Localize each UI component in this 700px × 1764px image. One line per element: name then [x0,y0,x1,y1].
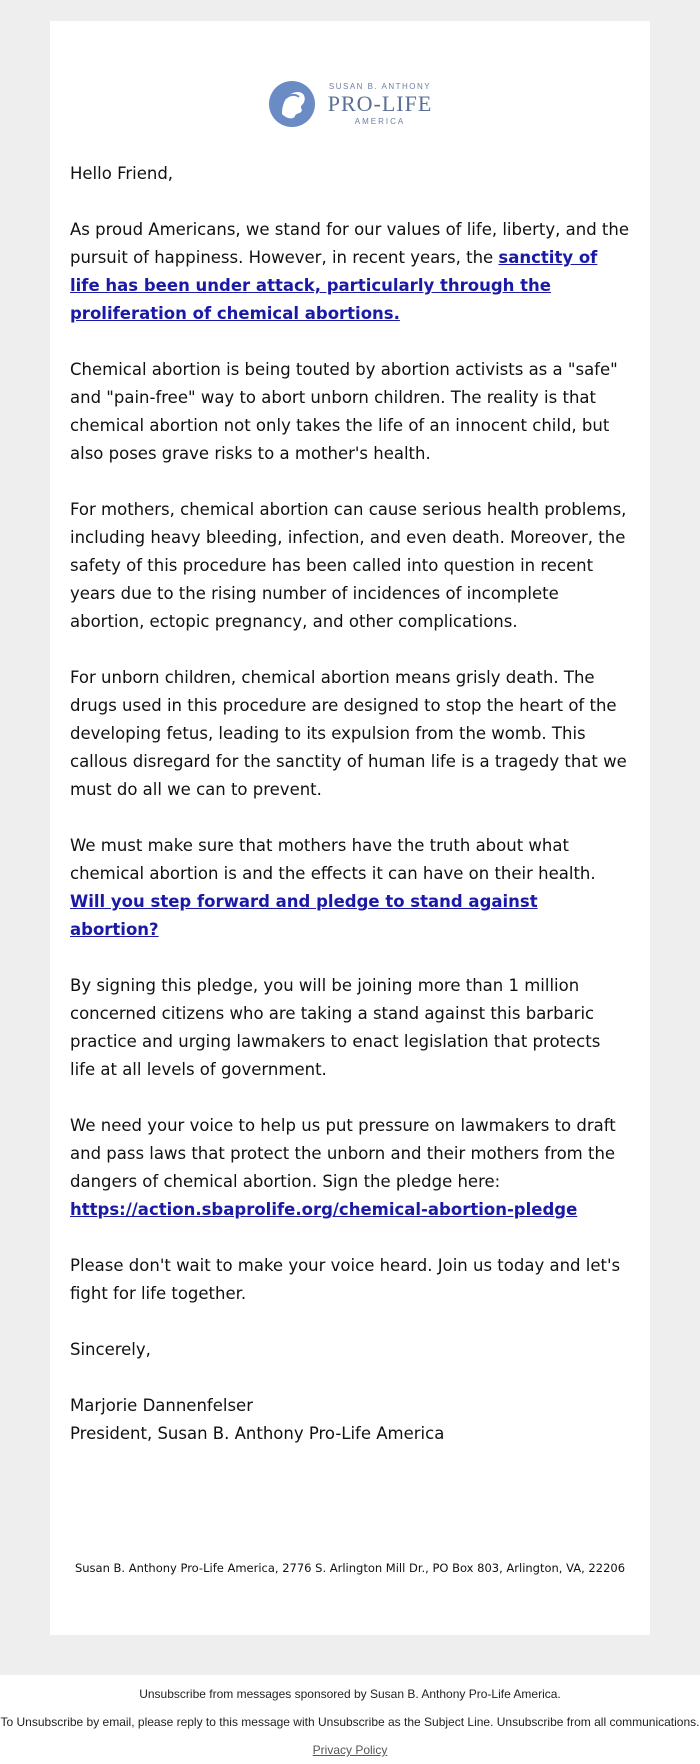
unsubscribe-sponsor-line: Unsubscribe from messages sponsored by Susan B. Anthony Pro-Life America. [139,1687,561,1701]
logo[interactable] [50,69,650,139]
paragraph-7 [70,1112,630,1224]
logo-big-text: PRO-LIFE [327,91,433,116]
paragraph-4: For unborn children, chemical abortion means grisly death. The drugs used in this procedure are designed to stop the heart of the developing fetus, leading to its expulsion from the womb. This callous disregard for the sanctity of human life is a tragedy that we must do all we can to prevent. [70,668,627,799]
paragraph-3: For mothers, chemical abortion can cause serious health problems, including heavy bleeding, infection, and even death. Moreover, the safety of this procedure has been called into question in recent years due to the rising number of incidences of incomplete abortion, ectopic pregnancy, and other complications. [70,500,627,631]
paragraph-8: Please don't wait to make your voice heard. Join us today and let's fight for life together. [70,1256,621,1303]
sanctity-of-life-link[interactable]: sanctity of life has been under attack, particularly through the proliferation of chemical abortions. [70,248,598,323]
paragraph-5-text: We must make sure that mothers have the truth about what chemical abortion is and the effects it can have on their health. [70,836,596,883]
signer-title: President, Susan B. Anthony Pro-Life America [70,1424,445,1443]
paragraph-1 [70,216,630,328]
woman-profile-icon [268,80,316,128]
paragraph-1-text: As proud Americans, we stand for our values of life, liberty, and the pursuit of happiness. However, in recent years, the [70,220,630,267]
email-card [50,21,650,1635]
mailing-address: Susan B. Anthony Pro-Life America, 2776 S. Arlington Mill Dr., PO Box 803, Arlington, VA, 22206 [74,1561,626,1575]
paragraph-5 [70,832,630,944]
unsubscribe-email-line: To Unsubscribe by email, please reply to this message with Unsubscribe as the Subject Line. Unsubscribe from all communications. [0,1715,700,1729]
paragraph-7-text: We need your voice to help us put pressure on lawmakers to draft and pass laws that protect the unborn and their mothers from the dangers of chemical abortion. Sign the pledge here: [70,1116,616,1191]
pledge-url-link[interactable]: https://action.sbaprolife.org/chemical-abortion-pledge [70,1200,578,1219]
greeting: Hello Friend, [70,164,174,183]
signature [70,1392,630,1448]
paragraph-6: By signing this pledge, you will be joining more than 1 million concerned citizens who are taking a stand against this barbaric practice and urging lawmakers to enact legislation that protects life at all levels of government. [70,976,601,1079]
logo-sub-text: AMERICA [354,117,406,126]
logo-inner [268,80,433,128]
privacy-policy-link[interactable]: Privacy Policy [312,1743,388,1757]
pledge-link[interactable]: Will you step forward and pledge to stand against abortion? [70,892,538,939]
logo-text [328,82,433,126]
logo-small-text: SUSAN B. ANTHONY [328,82,432,91]
privacy-line [0,1736,700,1764]
closing: Sincerely, [70,1340,151,1359]
signer-name: Marjorie Dannenfelser [70,1396,253,1415]
footer [0,1680,700,1764]
letter-body [70,160,630,1476]
paragraph-2: Chemical abortion is being touted by abortion activists as a "safe" and "pain-free" way to abort unborn children. The reality is that chemical abortion not only takes the life of an innocent child, but also poses grave risks to a mother's health. [70,360,618,463]
